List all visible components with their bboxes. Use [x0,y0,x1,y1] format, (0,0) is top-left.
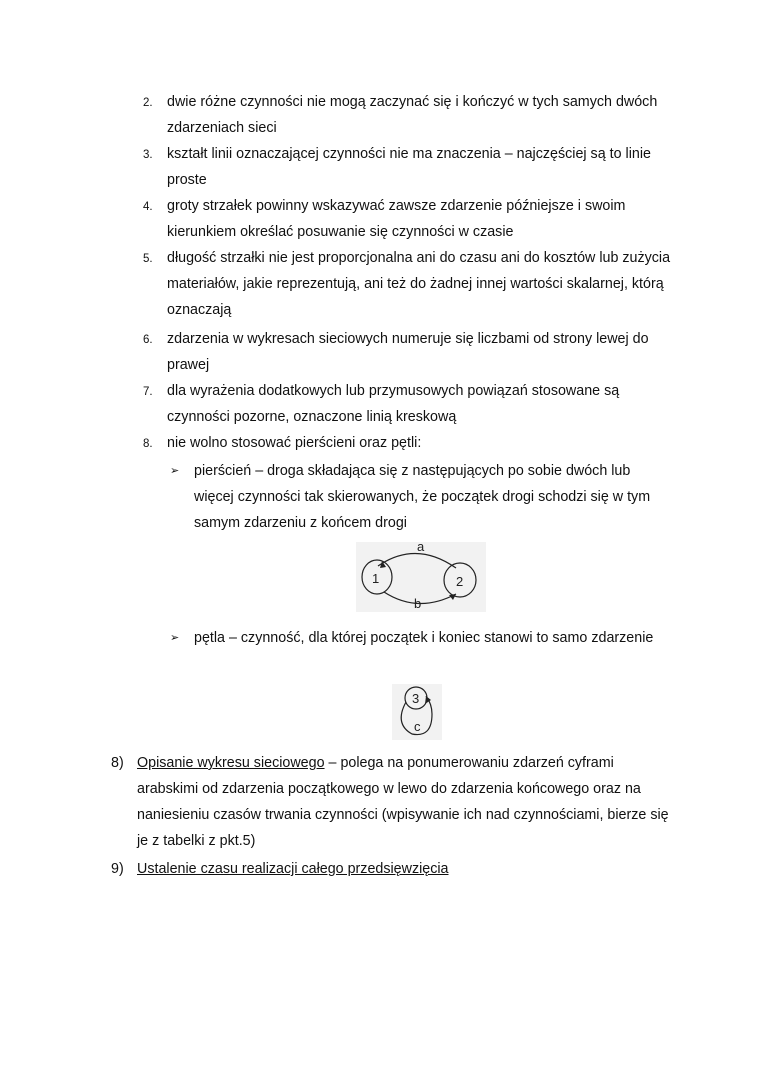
sub-item-loop [170,625,670,651]
rule-text: nie wolno stosować pierścieni oraz pętli: [167,435,422,451]
sub-item-ring [170,458,670,536]
sub-item-text: pętla – czynność, dla której początek i koniec stanowi to samo zdarzenie [194,630,654,646]
step-text [137,750,671,854]
rule-number: 5. [143,253,153,265]
rule-text: dla wyrażenia dodatkowych lub przymusowych powiązań stosowane są czynności pozorne, oznaczone linią kreskową [167,383,620,425]
loop-diagram-svg [392,684,442,740]
rule-item-3 [143,141,683,193]
arc-a-label: a [417,542,425,554]
rule-text: zdarzenia w wykresach sieciowych numeruje się liczbami od strony lewej do prawej [167,331,649,373]
rule-number: 6. [143,334,153,346]
rule-number: 3. [143,149,153,161]
rule-text: kształt linii oznaczającej czynności nie ma znaczenia – najczęściej są to linie proste [167,146,651,188]
arc-a [378,553,456,568]
ring-diagram [356,542,486,612]
rule-number: 4. [143,201,153,213]
step-title: Ustalenie czasu realizacji całego przedsięwzięcia [137,861,449,877]
loop-arc-label: c [414,719,421,734]
step-description: – polega na ponumerowaniu zdarzeń cyframi arabskimi od zdarzenia początkowego w lewo do zdarzenia końcowego oraz na naniesieniu czasów trwania czynności (wpisywanie ich nad czynnościami, bierze się je z tabelki z pkt.5) [137,755,669,849]
step-title: Opisanie wykresu sieciowego [137,755,325,771]
rule-text: dwie różne czynności nie mogą zaczynać się i kończyć w tych samych dwóch zdarzeniach sieci [167,94,658,136]
rule-item-7 [143,378,683,430]
step-number: 8) [111,755,124,771]
rule-item-5 [143,245,683,323]
rule-item-6 [143,326,683,378]
node-2-label: 2 [456,574,464,589]
arrow-bullet-icon: ➢ [170,465,180,477]
rule-number: 2. [143,97,153,109]
rule-number: 7. [143,386,153,398]
step-number: 9) [111,861,124,877]
arc-b-label: b [414,596,422,611]
rule-item-8 [143,430,683,456]
rule-text: groty strzałek powinny wskazywać zawsze zdarzenie późniejsze i swoim kierunkiem określać posuwanie się czynności w czasie [167,198,626,240]
arrow-bullet-icon: ➢ [170,632,180,644]
loop-diagram [392,684,442,740]
rule-text: długość strzałki nie jest proporcjonalna ani do czasu ani do kosztów lub zużycia materiałów, jakie reprezentują, ani też do żadnej innej wartości skalarnej, którą oznaczają [167,250,671,318]
node-1-label: 1 [372,571,380,586]
step-8 [111,750,671,854]
ring-diagram-svg [356,542,486,612]
rule-number: 8. [143,438,153,450]
rule-item-4 [143,193,683,245]
step-9 [111,856,671,882]
sub-item-text: pierścień – droga składająca się z następujących po sobie dwóch lub więcej czynności tak skierowanych, że początek drogi schodzi się w tym samym zdarzeniu z końcem drogi [194,463,651,531]
node-3-label: 3 [412,691,420,706]
rule-item-2 [143,89,683,141]
step-text [137,856,671,882]
